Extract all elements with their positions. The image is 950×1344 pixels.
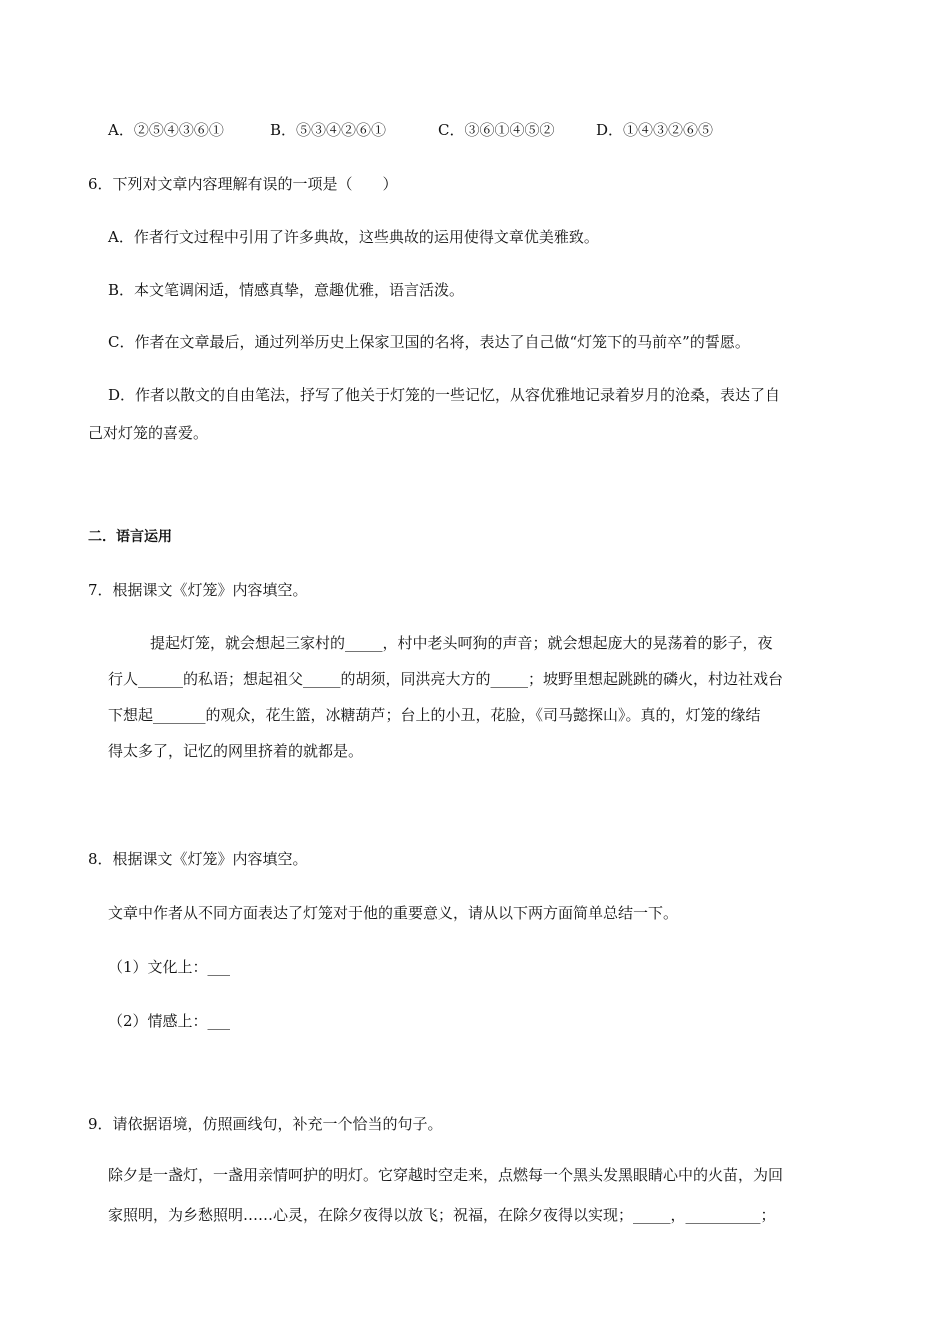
section-title: 二．语言运用 (88, 529, 172, 545)
q8-intro: 文章中作者从不同方面表达了灯笼对于他的重要意义，请从以下两方面简单总结一下。 (108, 904, 679, 922)
q8-stem: 8．根据课文《灯笼》内容填空。 (88, 850, 308, 868)
q5-option-b: B．⑤③④②⑥① (270, 121, 387, 139)
q7-line3: 下想起_______的观众，花生篮，冰糖葫芦；台上的小丑，花脸，《司马懿探山》。真的，灯笼的缘结 (108, 706, 761, 724)
q9-line2: 家照明，为乡愁照明……心灵，在除夕夜得以放飞；祝福，在除夕夜得以实现；_____，__________； (108, 1206, 776, 1224)
q5-options-row (108, 120, 713, 140)
q7-line2: 行人______的私语；想起祖父_____的胡须，同洪亮大方的_____；坡野里想起跳跳的磷火，村边社戏台 (108, 670, 784, 688)
q5-option-a: A．②⑤④③⑥① (108, 121, 224, 139)
q6-option-a: A．作者行文过程中引用了许多典故，这些典故的运用使得文章优美雅致。 (108, 228, 599, 246)
q7-stem: 7．根据课文《灯笼》内容填空。 (88, 581, 308, 599)
q7-line1: 提起灯笼，就会想起三家村的_____，村中老头呵狗的声音；就会想起庞大的晃荡着的影子，夜 (150, 634, 773, 652)
q6-option-d-line2: 己对灯笼的喜爱。 (88, 424, 209, 442)
q6-option-b: B．本文笔调闲适，情感真挚，意趣优雅，语言活泼。 (108, 281, 465, 299)
q8-item-2: （2）情感上：___ (108, 1012, 231, 1030)
q5-option-c: C．③⑥①④⑤② (438, 121, 555, 139)
q9-line1: 除夕是一盏灯，一盏用亲情呵护的明灯。它穿越时空走来，点燃每一个黑头发黑眼睛心中的火苗，为回 (108, 1166, 784, 1184)
q6-option-d-line1: D．作者以散文的自由笔法，抒写了他关于灯笼的一些记忆，从容优雅地记录着岁月的沧桑，表达了自 (108, 386, 781, 404)
q9-stem: 9．请依据语境，仿照画线句，补充一个恰当的句子。 (88, 1115, 443, 1133)
q6-option-c: C．作者在文章最后，通过列举历史上保家卫国的名将，表达了自己做“灯笼下的马前卒”的誓愿。 (108, 333, 750, 351)
q5-option-d: D．①④③②⑥⑤ (596, 121, 714, 139)
q7-line4: 得太多了，记忆的网里挤着的就都是。 (108, 742, 364, 760)
q8-item-1: （1）文化上：___ (108, 958, 231, 976)
q6-stem: 6．下列对文章内容理解有误的一项是（ ） (88, 175, 398, 193)
